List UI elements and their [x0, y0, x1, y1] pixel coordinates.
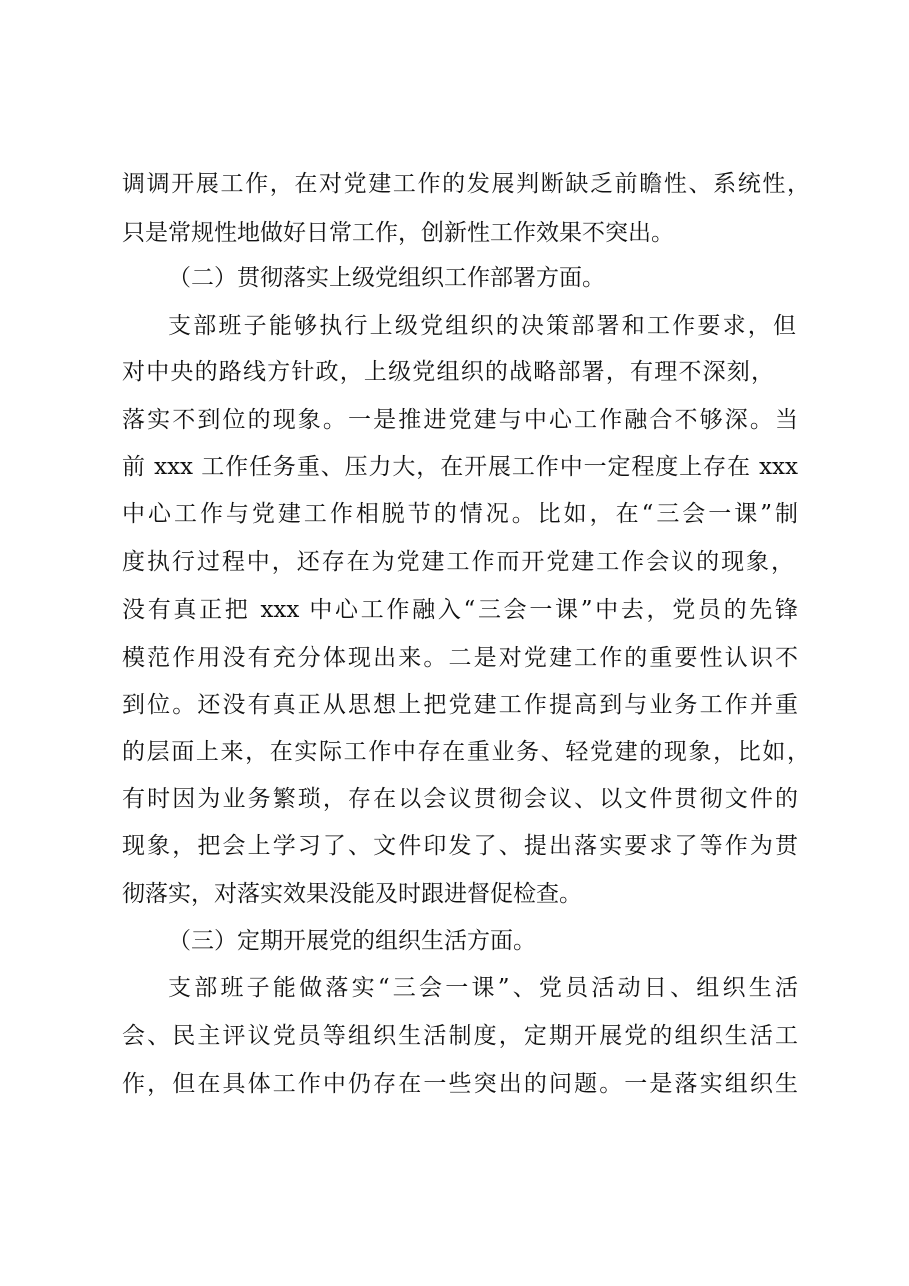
text-line: 度执行过程中，还存在为党建工作而开党建工作会议的现象， [122, 549, 794, 575]
text-line: 有时因为业务繁琐，存在以会议贯彻会议、以文件贯彻文件的 [122, 786, 798, 812]
text-line: 作，但在具体工作中仍存在一些突出的问题。一是落实组织生 [122, 1071, 798, 1097]
text-line: 会、民主评议党员等组织生活制度，定期开展党的组织生活工 [122, 1023, 798, 1049]
text-line: 前 xxx 工作任务重、压力大，在开展工作中一定程度上存在 xxx [122, 454, 798, 480]
text-line: 现象，把会上学习了、文件印发了、提出落实要求了等作为贯 [122, 833, 798, 859]
text-line: 到位。还没有真正从思想上把党建工作提高到与业务工作并重 [122, 692, 798, 718]
text-line: 调调开展工作，在对党建工作的发展判断缺乏前瞻性、系统性， [122, 171, 810, 197]
text-line: 只是常规性地做好日常工作，创新性工作效果不突出。 [122, 220, 674, 246]
text-line: 支部班子能做落实“三会一课”、党员活动日、组织生活 [168, 975, 798, 1001]
text-line: 彻落实，对落实效果没能及时跟进督促检查。 [122, 881, 582, 907]
text-line: 落实不到位的现象。一是推进党建与中心工作融合不够深。当 [122, 407, 798, 433]
text-line: 支部班子能够执行上级党组织的决策部署和工作要求，但 [168, 313, 796, 339]
text-line: 对中央的路线方针政，上级党组织的战略部署，有理不深刻， [122, 359, 774, 385]
text-line: 模范作用没有充分体现出来。二是对党建工作的重要性认识不 [122, 645, 798, 671]
text-line: 的层面上来，在实际工作中存在重业务、轻党建的现象，比如， [122, 739, 810, 765]
section-heading: （二）贯彻落实上级党组织工作部署方面。 [168, 265, 605, 291]
section-heading: （三）定期开展党的组织生活方面。 [168, 928, 536, 954]
text-line: 中心工作与党建工作相脱节的情况。比如，在“三会一课”制 [122, 501, 798, 527]
text-line: 没有真正把 xxx 中心工作融入“三会一课”中去，党员的先锋 [122, 597, 798, 623]
